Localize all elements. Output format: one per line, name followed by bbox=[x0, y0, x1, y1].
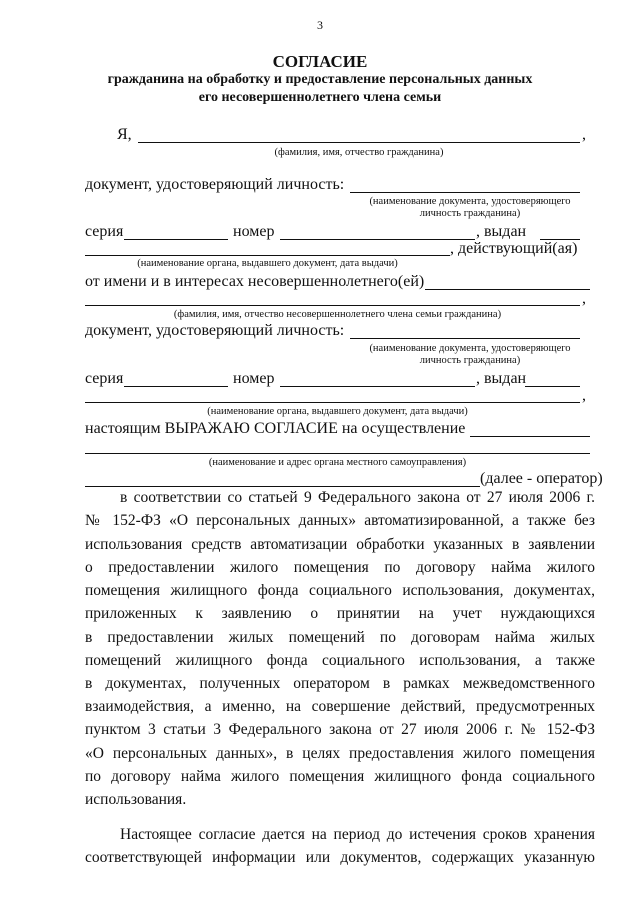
doc-label: документ, удостоверяющий личность: bbox=[85, 176, 345, 193]
caption-minor-fio: (фамилия, имя, отчество несовершеннолетнего члена семьи гражданина) bbox=[173, 309, 502, 320]
caption-doc-name-1b: (наименование документа, удостоверяющего bbox=[369, 343, 571, 354]
doc-name-field-2[interactable] bbox=[350, 338, 580, 339]
body-line: использования средств автоматизации обработки указанных в заявлении bbox=[85, 536, 595, 553]
body-line: приложенных к заявлению о принятии на учет нуждающихся bbox=[85, 605, 595, 622]
caption-local-gov: (наименование и адрес органа местного самоуправления) bbox=[208, 457, 467, 468]
body-line: взаимодействия, а именно, на совершение действий, предусмотренных bbox=[85, 698, 595, 715]
caption-issuer: (наименование органа, выдавшего документ, дата выдачи) bbox=[137, 258, 398, 269]
body-line: пунктом 3 статьи 3 Федерального закона от 27 июля 2006 г. № 152-ФЗ bbox=[85, 721, 595, 738]
vydan-label-2: , выдан bbox=[476, 370, 527, 387]
body-line: «О персональных данных», в целях предоставления жилого помещения bbox=[85, 745, 595, 762]
minor-name-field-2[interactable] bbox=[85, 305, 580, 306]
issuer-field-2[interactable] bbox=[85, 402, 580, 403]
issuer-field[interactable] bbox=[85, 255, 450, 256]
seria-field[interactable] bbox=[124, 239, 228, 240]
page-number: 3 bbox=[317, 18, 323, 32]
body-line: по договору найма жилого помещения жилищного фонда социального bbox=[85, 768, 595, 785]
ya-label: Я, bbox=[117, 126, 132, 143]
nomer-field-2[interactable] bbox=[280, 386, 475, 387]
comma-3: , bbox=[582, 387, 586, 404]
operator-field[interactable] bbox=[85, 486, 480, 487]
on-behalf-label: от имени и в интересах несовершеннолетнего(ей) bbox=[85, 273, 425, 290]
minor-name-field-1[interactable] bbox=[425, 289, 590, 290]
vydan-label: , выдан bbox=[476, 223, 527, 240]
acting-label: , действующий(ая) bbox=[450, 240, 578, 257]
document-title: СОГЛАСИЕ bbox=[272, 52, 368, 71]
caption-doc-name-1: (наименование документа, удостоверяющего bbox=[369, 196, 571, 207]
caption-doc-name-2: личность гражданина) bbox=[419, 208, 521, 219]
caption-doc-name-2b: личность гражданина) bbox=[419, 355, 521, 366]
body-line: Настоящее согласие дается на период до истечения сроков хранения bbox=[120, 826, 595, 843]
doc-label-2: документ, удостоверяющий личность: bbox=[85, 322, 345, 339]
body-line: использования. bbox=[85, 791, 187, 808]
seria-label: серия bbox=[85, 223, 124, 240]
citizen-fio-field[interactable] bbox=[138, 142, 580, 143]
body-line: в соответствии со статьей 9 Федерального закона от 27 июля 2006 г. bbox=[120, 489, 595, 506]
caption-citizen-fio: (фамилия, имя, отчество гражданина) bbox=[274, 147, 444, 158]
vydan-field-2[interactable] bbox=[525, 386, 580, 387]
doc-name-field[interactable] bbox=[350, 192, 580, 193]
body-line: помещения жилищного фонда социального использования, документах, bbox=[85, 582, 595, 599]
comma: , bbox=[582, 126, 586, 143]
nomer-field[interactable] bbox=[280, 239, 475, 240]
nomer-label: номер bbox=[233, 223, 275, 240]
body-line: помещений жилищного фонда социального использования, а также bbox=[85, 652, 595, 669]
body-line: соответствующей информации или документов, содержащих указанную bbox=[85, 849, 595, 866]
nomer-label-2: номер bbox=[233, 370, 275, 387]
seria-label-2: серия bbox=[85, 370, 124, 387]
comma-2: , bbox=[582, 290, 586, 307]
body-line: № 152-ФЗ «О персональных данных» автоматизированной, а также без bbox=[85, 512, 595, 529]
body-line: в документах, полученных оператором в рамках межведомственного bbox=[85, 675, 595, 692]
local-gov-field-2[interactable] bbox=[85, 453, 590, 454]
operator-label: (далее - оператор) bbox=[480, 470, 603, 487]
local-gov-field-1[interactable] bbox=[470, 436, 590, 437]
seria-field-2[interactable] bbox=[124, 386, 228, 387]
consent-label: настоящим ВЫРАЖАЮ СОГЛАСИЕ на осуществление bbox=[85, 420, 466, 437]
body-line: в предоставлении жилых помещений по договорам найма жилых bbox=[85, 629, 595, 646]
body-line: о предоставлении жилого помещения по договору найма жилого bbox=[85, 559, 595, 576]
caption-issuer-2: (наименование органа, выдавшего документ, дата выдачи) bbox=[207, 406, 468, 417]
document-subtitle-line-1: гражданина на обработку и предоставление персональных данных bbox=[107, 72, 533, 87]
document-subtitle-line-2: его несовершеннолетнего члена семьи bbox=[198, 90, 442, 105]
